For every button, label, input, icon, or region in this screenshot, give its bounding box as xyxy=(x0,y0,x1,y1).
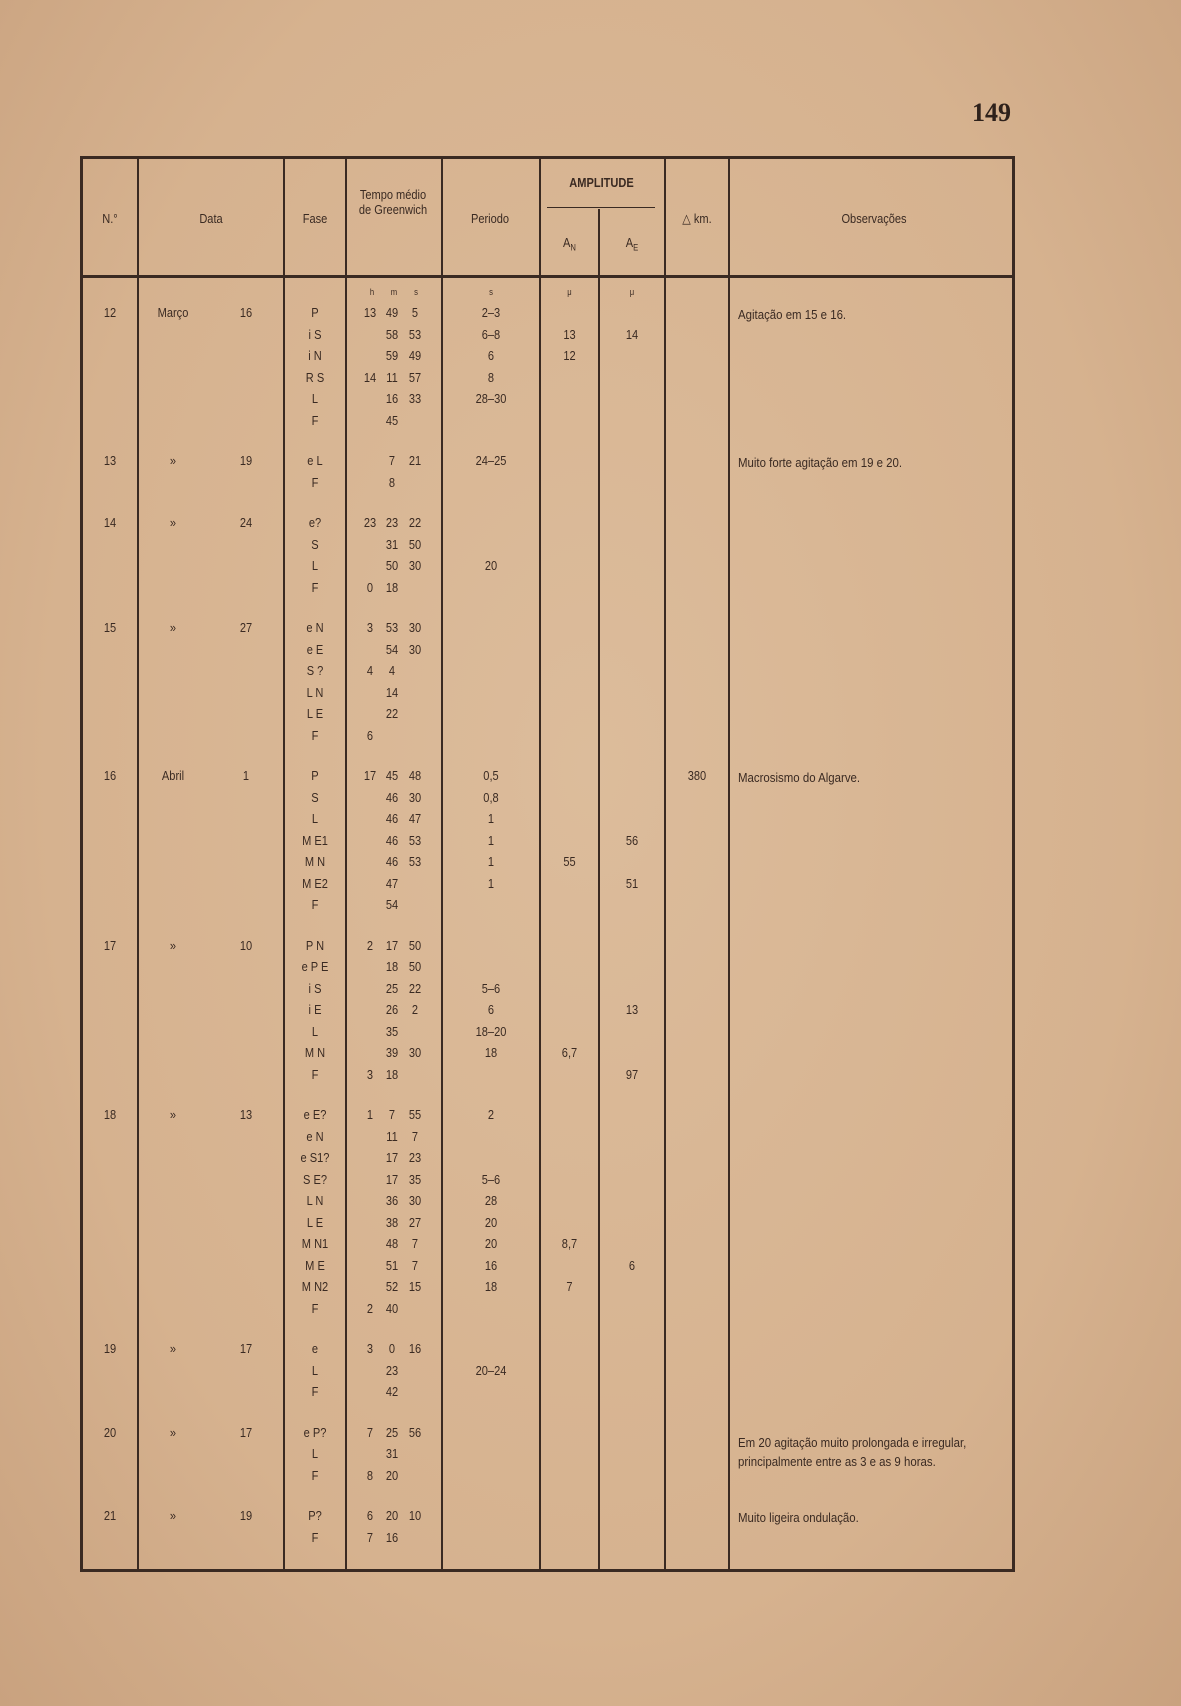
row-hour: 1 xyxy=(366,1107,374,1122)
row-minute: 17 xyxy=(385,1171,399,1187)
header-fase: Fase xyxy=(302,211,328,226)
row-hour: 7 xyxy=(366,1424,374,1440)
row-period: 2 xyxy=(487,1107,495,1122)
unit-m: m xyxy=(390,287,398,297)
header-an: $A_N$ xyxy=(563,235,576,253)
row-fase: M N xyxy=(304,854,326,869)
row-second: 5 xyxy=(411,305,419,320)
entry-observation: Muito ligeira ondulação. xyxy=(738,1510,859,1525)
row-hour: 23 xyxy=(363,515,377,530)
entry-month: Março xyxy=(157,305,189,320)
entry-month: » xyxy=(169,1508,177,1523)
row-fase: L N xyxy=(306,1193,324,1208)
row-hour: 6 xyxy=(366,727,374,743)
row-minute: 54 xyxy=(385,897,399,912)
row-minute: 46 xyxy=(385,854,399,869)
entry-day: 19 xyxy=(239,1508,253,1523)
row-fase: e S1? xyxy=(300,1150,330,1165)
row-hour: 0 xyxy=(366,579,374,595)
row-minute: 20 xyxy=(385,1508,399,1523)
row-fase: e E? xyxy=(303,1107,327,1122)
row-fase: P? xyxy=(308,1508,322,1523)
row-minute: 0 xyxy=(388,1341,396,1356)
row-minute: 35 xyxy=(385,1023,399,1039)
row-amplitude-e: 6 xyxy=(628,1257,636,1273)
row-hour: 3 xyxy=(366,620,374,635)
column-rule xyxy=(598,209,600,1569)
entry-day: 13 xyxy=(239,1107,253,1122)
row-hour: 13 xyxy=(363,305,377,320)
row-second: 27 xyxy=(408,1214,422,1230)
entry-month: » xyxy=(169,1341,177,1356)
row-period: 20–24 xyxy=(475,1362,507,1378)
row-fase: S xyxy=(311,789,319,805)
row-second: 22 xyxy=(408,515,422,530)
row-fase: i E xyxy=(308,1002,322,1017)
row-fase: L xyxy=(311,391,319,406)
row-fase: i S xyxy=(308,326,322,342)
row-period: 1 xyxy=(487,875,495,891)
row-fase: L xyxy=(311,1362,319,1378)
row-minute: 53 xyxy=(385,620,399,635)
row-period: 6 xyxy=(487,348,495,363)
row-fase: e xyxy=(311,1341,319,1356)
row-period: 20 xyxy=(484,1236,498,1251)
row-second: 23 xyxy=(408,1150,422,1165)
row-fase: M E1 xyxy=(302,832,328,848)
row-minute: 4 xyxy=(388,663,396,678)
row-fase: L E xyxy=(306,706,324,721)
row-minute: 40 xyxy=(385,1300,399,1316)
row-amplitude-n: 7 xyxy=(566,1279,573,1294)
row-fase: M N2 xyxy=(301,1279,329,1294)
row-fase: L xyxy=(311,1446,319,1461)
row-minute: 45 xyxy=(385,412,399,428)
row-fase: e P? xyxy=(303,1424,327,1440)
entry-observation: Agitação em 15 e 16. xyxy=(738,307,847,322)
entry-day: 16 xyxy=(239,305,253,320)
header-rule xyxy=(83,275,1012,278)
column-rule xyxy=(441,159,443,1569)
entry-day: 27 xyxy=(239,620,253,635)
row-amplitude-e: 51 xyxy=(625,875,639,891)
entry-month: » xyxy=(169,937,177,953)
row-second: 33 xyxy=(408,391,422,406)
row-fase: F xyxy=(311,579,319,595)
row-hour: 2 xyxy=(366,1300,374,1316)
row-minute: 11 xyxy=(386,1128,398,1144)
row-fase: F xyxy=(311,412,319,428)
row-minute: 25 xyxy=(385,1424,399,1440)
row-second: 57 xyxy=(408,369,422,385)
amplitude-rule xyxy=(547,207,655,208)
row-minute: 59 xyxy=(385,348,399,363)
row-fase: F xyxy=(311,1066,319,1082)
header-data: Data xyxy=(199,211,223,226)
column-rule xyxy=(345,159,347,1569)
entry-number: 21 xyxy=(103,1508,117,1523)
unit-s: s xyxy=(414,287,418,297)
entry-day: 1 xyxy=(242,768,250,783)
row-second: 16 xyxy=(408,1341,422,1356)
row-fase: M E xyxy=(305,1257,325,1273)
row-second: 21 xyxy=(408,453,422,468)
row-amplitude-e: 56 xyxy=(625,832,639,848)
header-amplitude: AMPLITUDE xyxy=(569,175,634,190)
row-second: 30 xyxy=(408,789,422,805)
row-hour: 3 xyxy=(366,1066,374,1082)
row-second: 55 xyxy=(408,1107,422,1122)
row-minute: 54 xyxy=(385,641,399,657)
row-minute: 46 xyxy=(385,789,399,805)
row-amplitude-n: 13 xyxy=(563,326,576,342)
row-fase: P N xyxy=(305,937,325,953)
row-fase: i S xyxy=(308,980,322,996)
row-minute: 8 xyxy=(388,474,396,490)
row-minute: 38 xyxy=(385,1214,399,1230)
row-fase: S E? xyxy=(303,1171,327,1187)
row-fase: M N1 xyxy=(301,1236,329,1251)
entry-month: » xyxy=(169,620,177,635)
row-fase: R S xyxy=(305,369,325,385)
unit-period: s xyxy=(489,287,493,297)
row-minute: 16 xyxy=(385,1529,399,1545)
row-period: 2–3 xyxy=(481,305,501,320)
row-period: 8 xyxy=(487,369,495,385)
row-period: 24–25 xyxy=(475,453,507,468)
entry-month: » xyxy=(169,515,177,530)
row-fase: S xyxy=(311,536,319,552)
row-second: 35 xyxy=(408,1171,422,1187)
row-period: 1 xyxy=(487,854,495,869)
header-km: △ km. xyxy=(682,211,712,226)
entry-month: Abril xyxy=(161,768,185,783)
row-minute: 51 xyxy=(385,1257,399,1273)
row-amplitude-e: 13 xyxy=(625,1002,639,1017)
row-hour: 6 xyxy=(366,1508,374,1523)
entry-month: » xyxy=(169,1424,177,1440)
row-fase: F xyxy=(311,897,319,912)
row-second: 7 xyxy=(411,1257,419,1273)
row-period: 18–20 xyxy=(475,1023,507,1039)
row-second: 53 xyxy=(408,832,422,848)
row-minute: 58 xyxy=(385,326,399,342)
row-second: 22 xyxy=(408,980,422,996)
row-period: 16 xyxy=(484,1257,498,1273)
page-number: 149 xyxy=(972,98,1011,127)
row-amplitude-n: 55 xyxy=(563,854,576,869)
row-fase: e E xyxy=(306,641,324,657)
entry-month: » xyxy=(169,1107,177,1122)
entry-number: 12 xyxy=(103,305,117,320)
row-period: 6 xyxy=(487,1002,495,1017)
row-hour: 2 xyxy=(366,937,374,953)
row-second: 47 xyxy=(408,811,422,826)
row-fase: F xyxy=(311,727,319,743)
row-fase: e P E xyxy=(301,959,329,974)
row-fase: L E xyxy=(306,1214,324,1230)
row-minute: 22 xyxy=(385,706,399,721)
row-period: 28 xyxy=(484,1193,498,1208)
row-minute: 23 xyxy=(385,515,399,530)
row-minute: 17 xyxy=(385,937,399,953)
row-fase: F xyxy=(311,1467,319,1483)
row-fase: L xyxy=(311,558,319,573)
row-period: 6–8 xyxy=(481,326,501,342)
row-fase: L xyxy=(311,811,319,826)
row-fase: L N xyxy=(306,684,324,700)
unit-ae: μ xyxy=(629,287,635,297)
row-period: 20 xyxy=(484,558,498,573)
row-minute: 46 xyxy=(385,832,399,848)
row-second: 50 xyxy=(408,959,422,974)
row-minute: 26 xyxy=(385,1002,399,1017)
row-minute: 18 xyxy=(385,1066,399,1082)
row-second: 49 xyxy=(408,348,422,363)
row-period: 0,8 xyxy=(483,789,499,805)
row-fase: P xyxy=(311,768,319,783)
row-minute: 7 xyxy=(388,453,396,468)
row-second: 30 xyxy=(408,558,422,573)
entry-number: 19 xyxy=(103,1341,117,1356)
row-period: 18 xyxy=(484,1045,498,1060)
row-period: 0,5 xyxy=(483,768,499,783)
row-hour: 8 xyxy=(366,1467,374,1483)
entry-number: 18 xyxy=(103,1107,117,1122)
row-minute: 20 xyxy=(385,1467,399,1483)
header-tempo: Tempo médio de Greenwich xyxy=(358,187,428,217)
column-rule xyxy=(728,159,730,1569)
row-minute: 17 xyxy=(385,1150,399,1165)
row-second: 30 xyxy=(408,1193,422,1208)
row-second: 30 xyxy=(408,641,422,657)
row-hour: 4 xyxy=(366,663,374,678)
row-fase: M N xyxy=(304,1045,326,1060)
row-minute: 36 xyxy=(385,1193,399,1208)
row-period: 28–30 xyxy=(475,391,507,406)
row-fase: F xyxy=(311,1529,319,1545)
row-hour: 17 xyxy=(363,768,377,783)
row-fase: e L xyxy=(307,453,323,468)
row-second: 15 xyxy=(408,1279,422,1294)
column-rule xyxy=(664,159,666,1569)
row-second: 30 xyxy=(408,620,422,635)
row-minute: 7 xyxy=(388,1107,396,1122)
row-minute: 47 xyxy=(385,875,399,891)
row-fase: F xyxy=(311,1384,319,1399)
row-period: 20 xyxy=(484,1214,498,1230)
row-minute: 42 xyxy=(385,1384,399,1399)
entry-number: 16 xyxy=(103,768,117,783)
row-amplitude-n: 12 xyxy=(563,348,576,363)
row-second: 50 xyxy=(408,536,422,552)
row-fase: i N xyxy=(308,348,322,363)
row-minute: 18 xyxy=(385,579,399,595)
entry-observation: Macrosismo do Algarve. xyxy=(738,770,861,785)
entry-day: 17 xyxy=(239,1424,253,1440)
row-amplitude-n: 8,7 xyxy=(561,1236,578,1251)
row-minute: 14 xyxy=(385,684,399,700)
row-minute: 46 xyxy=(385,811,399,826)
header-ae: $A_E$ xyxy=(625,235,639,253)
seismic-table xyxy=(80,156,1015,1572)
column-rule xyxy=(539,159,541,1569)
entry-month: » xyxy=(169,453,177,468)
row-amplitude-n: 6,7 xyxy=(561,1045,578,1060)
row-second: 7 xyxy=(411,1236,419,1251)
entry-observation: Em 20 agitação muito prolongada e irregular, principalmente entre as 3 e as 9 horas. xyxy=(738,1434,967,1469)
row-minute: 23 xyxy=(385,1362,399,1378)
row-second: 7 xyxy=(411,1128,419,1144)
row-second: 56 xyxy=(408,1424,422,1440)
header-periodo: Periodo xyxy=(470,211,510,226)
row-fase: S ? xyxy=(306,663,324,678)
column-rule xyxy=(283,159,285,1569)
entry-number: 13 xyxy=(103,453,117,468)
entry-day: 19 xyxy=(239,453,253,468)
column-rule xyxy=(137,159,139,1569)
row-minute: 31 xyxy=(385,536,399,552)
row-period: 1 xyxy=(487,811,495,826)
row-minute: 39 xyxy=(385,1045,399,1060)
entry-number: 14 xyxy=(103,515,117,530)
header-observacoes: Observações xyxy=(841,211,907,226)
unit-h: h xyxy=(369,287,375,297)
row-second: 10 xyxy=(408,1508,422,1523)
row-fase: e N xyxy=(306,620,324,635)
row-fase: M E2 xyxy=(302,875,328,891)
entry-km: 380 xyxy=(687,768,707,783)
row-fase: e N xyxy=(306,1128,324,1144)
row-amplitude-e: 14 xyxy=(625,326,639,342)
unit-an: μ xyxy=(567,287,572,297)
header-no: N.° xyxy=(102,211,118,226)
row-minute: 11 xyxy=(386,369,398,385)
entry-observation: Muito forte agitação em 19 e 20. xyxy=(738,455,903,470)
row-minute: 25 xyxy=(385,980,399,996)
row-second: 50 xyxy=(408,937,422,953)
row-second: 2 xyxy=(411,1002,419,1017)
entry-number: 15 xyxy=(103,620,117,635)
row-second: 53 xyxy=(408,326,422,342)
row-fase: F xyxy=(311,474,319,490)
row-minute: 18 xyxy=(385,959,399,974)
entry-day: 17 xyxy=(239,1341,253,1356)
row-minute: 49 xyxy=(385,305,399,320)
row-minute: 31 xyxy=(385,1446,399,1461)
row-minute: 50 xyxy=(385,558,399,573)
entry-number: 20 xyxy=(103,1424,117,1440)
row-minute: 48 xyxy=(385,1236,399,1251)
row-period: 5–6 xyxy=(481,1171,501,1187)
row-fase: e? xyxy=(308,515,322,530)
row-second: 53 xyxy=(408,854,422,869)
row-fase: P xyxy=(311,305,319,320)
entry-day: 24 xyxy=(239,515,253,530)
row-fase: F xyxy=(311,1300,319,1316)
row-period: 5–6 xyxy=(481,980,501,996)
row-amplitude-e: 97 xyxy=(625,1066,639,1082)
row-minute: 16 xyxy=(385,391,399,406)
row-hour: 14 xyxy=(363,369,377,385)
entry-day: 10 xyxy=(239,937,253,953)
row-minute: 45 xyxy=(385,768,399,783)
row-period: 1 xyxy=(487,832,495,848)
entry-number: 17 xyxy=(103,937,117,953)
row-hour: 7 xyxy=(366,1529,374,1545)
row-hour: 3 xyxy=(366,1341,374,1356)
row-second: 48 xyxy=(408,768,422,783)
row-period: 18 xyxy=(484,1279,498,1294)
row-minute: 52 xyxy=(385,1279,399,1294)
row-second: 30 xyxy=(408,1045,422,1060)
row-fase: L xyxy=(311,1023,319,1039)
